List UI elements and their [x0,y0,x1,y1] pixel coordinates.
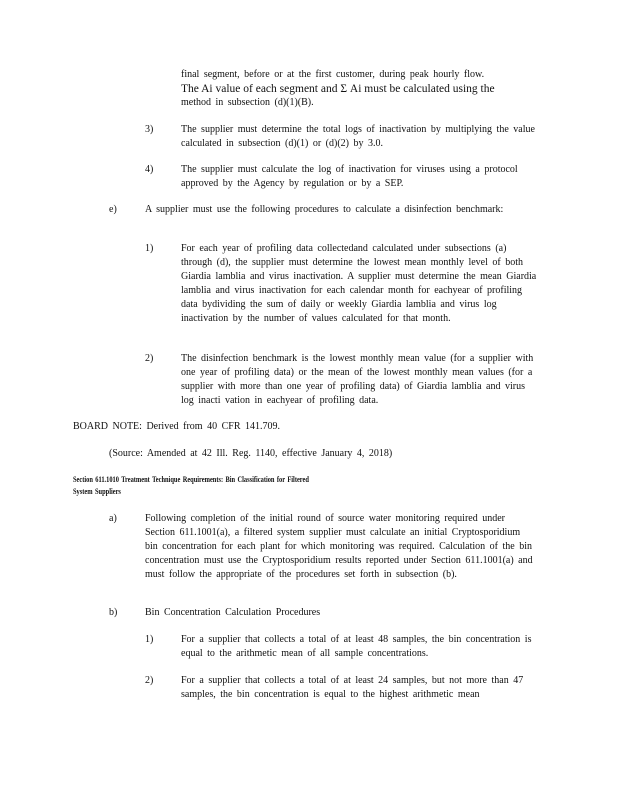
item-4-text: The supplier must calculate the log of inactivation for viruses using a protocol approved by the Agency by regulation or by a SEP. [181,164,518,189]
continuation-paragraph [181,68,541,110]
section-heading-line-2: System Suppliers [73,487,121,496]
section-e-item-2-label: 2) [145,353,154,364]
continuation-line-1: final segment, before or at the first customer, during peak hourly flow. [181,69,485,80]
section-b-item-1-label: 1) [145,634,154,645]
section-e-text: A supplier must use the following procedures to calculate a disinfection benchmark: [145,204,504,215]
item-3-text: The supplier must determine the total logs of inactivation by multiplying the value calculated in subsection (d)(1) or (d)(2) by 3.0. [181,124,535,149]
section-e-item-2-text: The disinfection benchmark is the lowest monthly mean value (for a supplier with one year of profiling data) or the mean of the lowest monthly mean values (for a supplier with more than one year of profiling data) of Giardia lamblia and virus log inacti vation in eachyear of profiling data. [181,353,534,406]
section-e-label: e) [109,204,117,215]
section-b-item-2-label: 2) [145,675,154,686]
item-3-label: 3) [145,124,154,135]
section-b-label: b) [109,607,118,618]
section-b-item-1-text: For a supplier that collects a total of at least 48 samples, the bin concentration is equal to the arithmetic mean of all sample concentrations. [181,634,532,659]
board-note: BOARD NOTE: Derived from 40 CFR 141.709. [73,421,280,432]
section-e-item-1-text: For each year of profiling data collectedand calculated under subsections (a) through (d), the supplier must determine the lowest mean monthly level of both Giardia lamblia and virus inactivation. A supplier must determine the mean Giardia lamblia and virus inactivation for each calendar month for eachyear of profiling data bydividing the sum of daily or weekly Giardia lamblia and virus log inactivation by the number of values calculated for that month. [181,243,537,324]
continuation-line-2: The Ai value of each segment and Σ Ai must be calculated using the [181,83,495,95]
section-heading-line-1: Section 611.1010 Treatment Technique Requirements: Bin Classification for Filtered [73,475,309,484]
source-note: (Source: Amended at 42 Ill. Reg. 1140, effective January 4, 2018) [109,448,393,459]
section-a-label: a) [109,513,117,524]
section-b-item-2-text: For a supplier that collects a total of at least 24 samples, but not more than 47 samples, the bin concentration is equal to the highest arithmetic mean [181,675,524,700]
item-4-label: 4) [145,164,154,175]
continuation-line-3: method in subsection (d)(1)(B). [181,97,314,108]
section-a-text: Following completion of the initial round of source water monitoring required under Section 611.1001(a), a filtered system supplier must calculate an initial Cryptosporidium bin concentration for each plant for which monitoring was required. Calculation of the bin concentration must use the Cryptosporidium results reported under Section 611.1001(a) and must follow the appropriate of the procedures set forth in subsection (b). [145,513,533,580]
section-e-item-1-label: 1) [145,243,154,254]
section-heading [73,474,537,498]
section-b-text: Bin Concentration Calculation Procedures [145,607,321,618]
